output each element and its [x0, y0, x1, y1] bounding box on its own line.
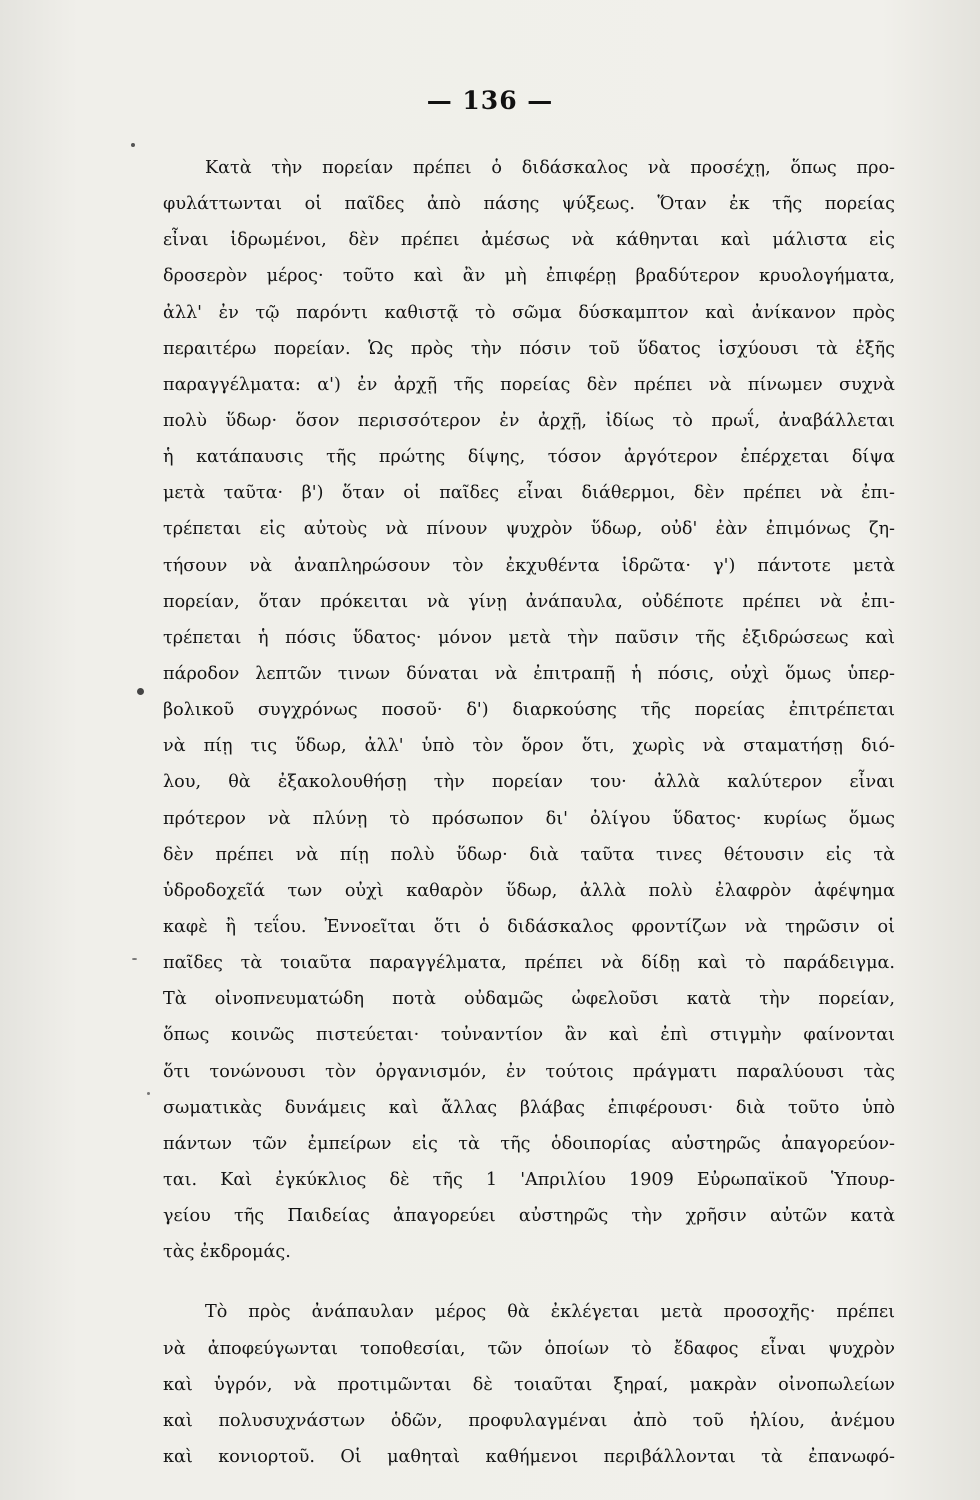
text-line: πάροδον λεπτῶν τινων δύναται νὰ ἐπιτραπῇ ἡ πόσις, οὐχὶ ὅμως ὑπερ-: [163, 663, 895, 684]
text-line: βολικοῦ συγχρόνως ποσοῦ· δ') διαρκούσης τῆς πορείας ἐπιτρέπεται: [163, 700, 895, 721]
text-line: νὰ ἀποφεύγωνται τοποθεσίαι, τῶν ὁποίων τὸ ἔδαφος εἶναι ψυχρὸν: [163, 1338, 895, 1359]
text-line: πορείαν, ὅταν πρόκειται νὰ γίνῃ ἀνάπαυλα, οὐδέποτε πρέπει νὰ ἐπι-: [163, 591, 895, 612]
text-line: φυλάττωνται οἱ παῖδες ἀπὸ πάσης ψύξεως. Ὅταν ἐκ τῆς πορείας: [163, 194, 895, 215]
text-line: Κατὰ τὴν πορείαν πρέπει ὁ διδάσκαλος νὰ προσέχῃ, ὅπως προ-: [205, 158, 895, 178]
text-line: λου, θὰ ἐξακολουθήσῃ τὴν πορείαν του· ἀλλὰ καλύτερον εἶναι: [163, 772, 895, 793]
text-line: πολὺ ὕδωρ· ὅσον περισσότερον ἐν ἀρχῇ, ἰδίως τὸ πρωΐ, ἀναβάλλεται: [163, 410, 895, 431]
text-line: νὰ πίῃ τις ὕδωρ, ἀλλ' ὑπὸ τὸν ὅρον ὅτι, χωρὶς νὰ σταματήσῃ διό-: [163, 736, 895, 757]
text-line: πάντων τῶν ἐμπείρων εἰς τὰ τῆς ὁδοιπορίας αὐστηρῶς ἀπαγορεύον-: [163, 1133, 895, 1154]
text-line: δὲν πρέπει νὰ πίῃ πολὺ ὕδωρ· διὰ ταῦτα τινες θέτουσιν εἰς τὰ: [163, 844, 895, 865]
page-number: — 136 —: [426, 86, 554, 115]
text-line: τρέπεται εἰς αὐτοὺς νὰ πίνουν ψυχρὸν ὕδωρ, οὐδ' ἐὰν ἐπιμόνως ζη-: [163, 519, 895, 540]
text-line: καὶ πολυσυχνάστων ὁδῶν, προφυλαγμέναι ἀπὸ τοῦ ἡλίου, ἀνέμου: [163, 1410, 895, 1431]
text-line: ἀλλ' ἐν τῷ παρόντι καθιστᾷ τὸ σῶμα δύσκαμπτον καὶ ἀνίκανον πρὸς: [163, 302, 895, 323]
text-line: παραγγέλματα: α') ἐν ἀρχῇ τῆς πορείας δὲν πρέπει νὰ πίνωμεν συχνὰ: [163, 374, 895, 395]
text-line: τρέπεται ἡ πόσις ὕδατος· μόνον μετὰ τὴν παῦσιν τῆς ἐξιδρώσεως καὶ: [163, 627, 895, 648]
text-line: καὶ ὑγρόν, νὰ προτιμῶνται δὲ τοιαῦται ξηραί, μακρὰν οἰνοπωλείων: [163, 1374, 895, 1395]
text-line: Τὰ οἰνοπνευματώδη ποτὰ οὐδαμῶς ὠφελοῦσι κατὰ τὴν πορείαν,: [163, 989, 895, 1010]
text-line: Τὸ πρὸς ἀνάπαυλαν μέρος θὰ ἐκλέγεται μετὰ προσοχῆς· πρέπει: [205, 1302, 895, 1323]
scan-speck: [131, 143, 135, 147]
text-line: ὑδροδοχεῖά των οὐχὶ καθαρὸν ὕδωρ, ἀλλὰ πολὺ ἐλαφρὸν ἀφέψημα: [163, 880, 895, 901]
text-line: καφὲ ἢ τεΐου. Ἐννοεῖται ὅτι ὁ διδάσκαλος φροντίζων νὰ τηρῶσιν οἱ: [163, 916, 895, 937]
text-line: ὅπως κοινῶς πιστεύεται· τοὐναντίον ἂν καὶ ἐπὶ στιγμὴν φαίνονται: [163, 1025, 895, 1046]
text-line: παῖδες τὰ τοιαῦτα παραγγέλματα, πρέπει νὰ δίδῃ καὶ τὸ παράδειγμα.: [163, 953, 895, 974]
text-line: τὰς ἐκδρομάς.: [163, 1242, 291, 1263]
scan-speck: [147, 1092, 150, 1095]
text-line: καὶ κονιορτοῦ. Οἱ μαθηταὶ καθήμενοι περιβάλλονται τὰ ἐπανωφό-: [163, 1446, 895, 1467]
text-line: ται. Καὶ ἐγκύκλιος δὲ τῆς 1 'Απριλίου 1909 Εὐρωπαϊκοῦ Ὑπουρ-: [163, 1169, 895, 1190]
text-line: ἡ κατάπαυσις τῆς πρώτης δίψης, τόσον ἀργότερον ἐπέρχεται δίψα: [163, 447, 895, 468]
text-line: εἶναι ἱδρωμένοι, δὲν πρέπει ἀμέσως νὰ κάθηνται καὶ μάλιστα εἰς: [163, 230, 895, 251]
text-line: σωματικὰς δυνάμεις καὶ ἄλλας βλάβας ἐπιφέρουσι· διὰ τοῦτο ὑπὸ: [163, 1097, 895, 1118]
scan-speck: [137, 688, 144, 695]
text-line: περαιτέρω πορείαν. Ὡς πρὸς τὴν πόσιν τοῦ ὕδατος ἰσχύουσι τὰ ἑξῆς: [163, 338, 895, 359]
scan-speck: [132, 958, 137, 960]
text-line: πρότερον νὰ πλύνῃ τὸ πρόσωπον δι' ὀλίγου ὕδατος· κυρίως ὅμως: [163, 808, 895, 829]
text-line: δροσερὸν μέρος· τοῦτο καὶ ἂν μὴ ἐπιφέρῃ βραδύτερον κρυολογήματα,: [163, 266, 895, 287]
paragraph-gap: [163, 1270, 895, 1294]
text-line: τήσουν νὰ ἀναπληρώσουν τὸν ἐκχυθέντα ἱδρῶτα· γ') πάντοτε μετὰ: [163, 555, 895, 576]
text-line: μετὰ ταῦτα· β') ὅταν οἱ παῖδες εἶναι διάθερμοι, δὲν πρέπει νὰ ἐπι-: [163, 483, 895, 504]
text-line: γείου τῆς Παιδείας ἀπαγορεύει αὐστηρῶς τὴν χρῆσιν αὐτῶν κατὰ: [163, 1206, 895, 1227]
text-line: ὅτι τονώνουσι τὸν ὀργανισμόν, ἐν τούτοις πράγματι παραλύουσι τὰς: [163, 1061, 895, 1082]
body-text: [163, 150, 895, 1475]
